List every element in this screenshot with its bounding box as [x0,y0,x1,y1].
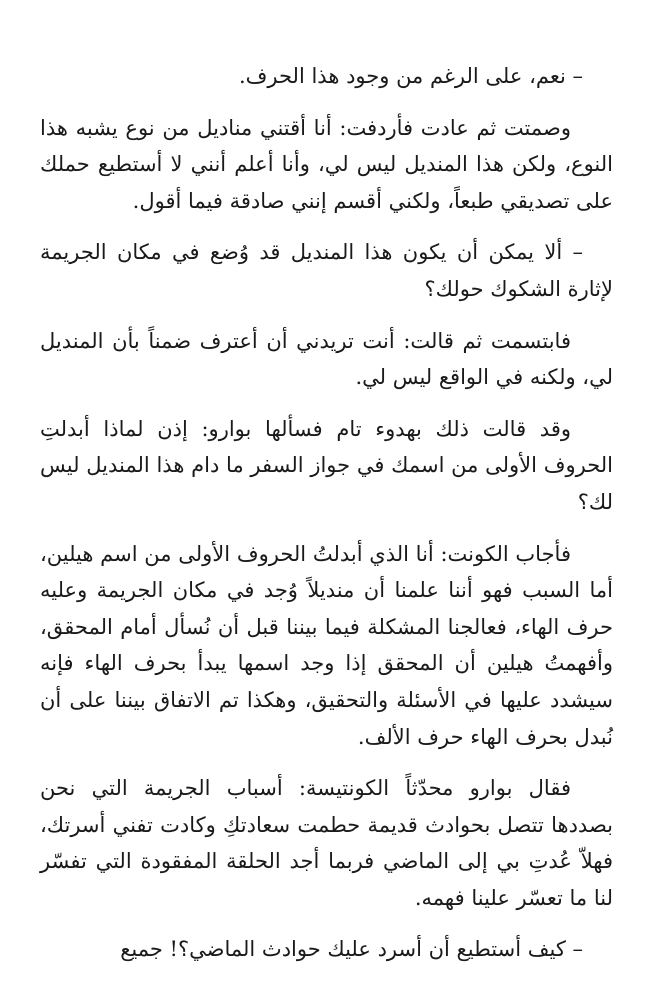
paragraph-3: – ألا يمكن أن يكون هذا المنديل قد وُضع في مكان الجريمة لإثارة الشكوك حولك؟ [40,240,613,301]
paragraph-2: وصمتت ثم عادت فأردفت: أنا أقتني مناديل من نوع يشبه هذا النوع، ولكن هذا المنديل ليس لي، وأنا أعلم أنني لا أستطيع حملك على تصديقي طبعاً، ولكني أقسم إنني صادقة فيما أقول. [40,115,613,213]
paragraph-5: وقد قالت ذلك بهدوء تام فسألها بوارو: إذن لماذا أبدلتِ الحروف الأولى من اسمك في جواز السفر ما دام هذا المنديل ليس لك؟ [40,416,613,514]
paragraph-1: – نعم، على الرغم من وجود هذا الحرف. [238,64,583,88]
paragraph-8: – كيف أستطيع أن أسرد عليك حوادث الماضي؟! جميع [120,937,583,962]
paragraph-7: فقال بوارو محدّثاً الكونتيسة: أسباب الجريمة التي نحن بصددها تتصل بحوادث قديمة حطمت سعادتكِ وكادت تفني أسرتك، فهلاّ عُدتِ بي إلى الماضي فربما أجد الحلقة المفقودة التي تفسّر لنا ما تعسّر علينا فهمه. [40,776,613,910]
paragraph-4: فابتسمت ثم قالت: أنت تريدني أن أعترف ضمناً بأن المنديل لي، ولكنه في الواقع ليس لي. [40,328,613,390]
paragraph-6: فأجاب الكونت: أنا الذي أبدلتُ الحروف الأولى من اسم هيلين، أما السبب فهو أننا علمنا أن منديلاً وُجد في مكان الجريمة وعليه حرف الهاء، فعالجنا المشكلة فيما بيننا قبل أن نُسأل أمام المحقق، وأفهمتُ هيلين أن المحقق إذا وجد اسمها يبدأ بحرف الهاء فإنه سيشدد عليها في الأسئلة والتحقيق، وهكذا تم الاتفاق بيننا على أن نُبدل بحرف الهاء حرف الألف. [40,541,613,749]
